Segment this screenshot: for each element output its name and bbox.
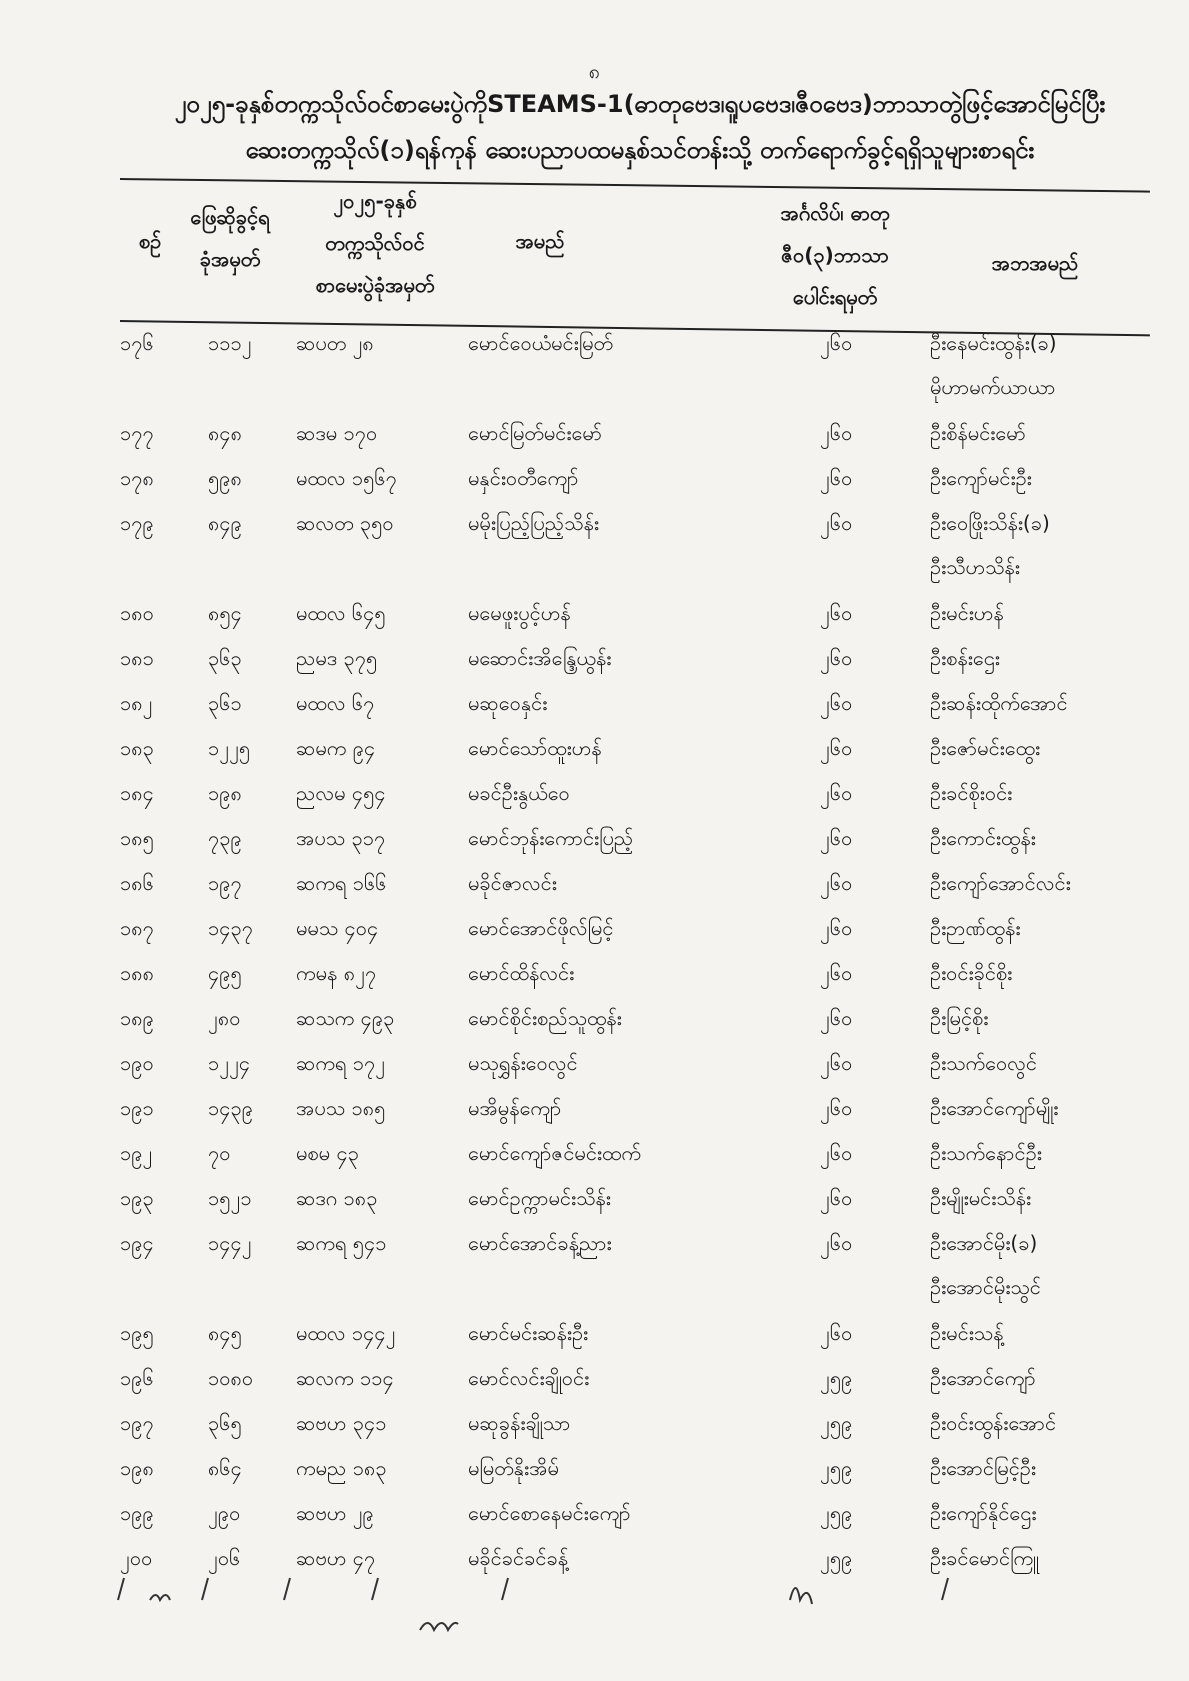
- table-row: ၁၈၇ ၁၄၃၇ မမသ ၄၀၄ မောင်အောင်ဖိုလ်မြင့် ၂၆၀ ဦးဉာဏ်ထွန်း: [120, 916, 1021, 940]
- table-row: ၁၉၄ ၁၄၄၂ ဆကရ ၅၄၁ မောင်အောင်ခန့်ညား ၂၆၀ ဦးအောင်မိုး(ခ): [120, 1231, 1038, 1255]
- title-line-1: ၂၀၂၅-ခုနှစ်တက္ကသိုလ်ဝင်စာမေးပွဲကိုSTEAMS-1(ဓာတုဗေဒ၊ရူပဗေဒ၊ဇီဝဗေဒ)ဘာသာတွဲဖြင့်အောင်မြင်ပြီး: [174, 90, 1106, 118]
- table-row: ၁၉၆ ၁၀၈၀ ဆလက ၁၁၄ မောင်လင်းချိုဝင်း ၂၅၉ ဦးအောင်ကျော်: [120, 1366, 1036, 1390]
- table-row: ၁၉၈ ၈၆၄ ကမည ၁၈၃ မမြတ်နိုးအိမ် ၂၅၉ ဦးအောင်မြင့်ဦး: [120, 1456, 1036, 1480]
- table-row: ၁၈၄ ၁၉၈ ညလမ ၄၅၄ မခင်ဦးနွယ်ဝေ ၂၆၀ ဦးခင်စိုးဝင်း: [120, 781, 1013, 805]
- table-row: ၁၈၆ ၁၉၇ ဆကရ ၁၆၆ မခိုင်ဇာလင်း ၂၆၀ ဦးကျော်အောင်လင်း: [120, 871, 1071, 895]
- title-line-2: ဆေးတက္ကသိုလ်(၁)ရန်ကုန် ဆေးပညာပထမနှစ်သင်တန်းသို့ တက်ရောက်ခွင့်ရရှိသူများစာရင်း: [245, 136, 1035, 164]
- table-row: ၁၉၀ ၁၂၂၄ ဆကရ ၁၇၂ မသုရွှန်းဝေလွင် ၂၆၀ ဦးသက်ဝေလွင်: [120, 1051, 1038, 1075]
- header-father: အဘအမည်: [991, 251, 1079, 275]
- header-top-rule: [120, 178, 1150, 193]
- table-row: ၁၈၈ ၄၉၅ ကမန ၈၂၇ မောင်ထိန်လင်း ၂၆၀ ဦးဝင်းခိုင်စိုး: [120, 961, 1013, 985]
- father-name-continuation: ဦးသီဟသိန်း: [930, 555, 1020, 579]
- table-row: ၁၈၁ ၃၆၃ ညမဒ ၃၇၅ မဆောင်းအိန္ဒြေယွန်း ၂၆၀ ဦးစန်းဌေး: [120, 646, 1000, 670]
- table-row: ၁၈၅ ၇၃၉ အပသ ၃၁၇ မောင်ဘုန်းကောင်းပြည့် ၂၆၀ ဦးကောင်းထွန်း: [120, 826, 1036, 850]
- table-row: ၁၈၉ ၂၈၀ ဆသက ၄၉၃ မောင်စိုင်းစည်သူထွန်း ၂၆၀ ဦးမြင့်စိုး: [120, 1006, 989, 1030]
- header-score: အင်္ဂလိပ်၊ ဓာတု ဇီဝ(၃)ဘာသာ ပေါင်းရမှတ်: [780, 201, 890, 309]
- table-row: ၁၉၉ ၂၉၀ ဆဗဟ ၂၉ မောင်စောနေမင်းကျော် ၂၅၉ ဦးကျော်နိုင်ဌေး: [120, 1501, 1037, 1525]
- table-row: ၁၉၁ ၁၄၃၉ အပသ ၁၈၅ မအိမွန်ကျော် ၂၆၀ ဦးအောင်ကျော်မျိုး: [120, 1096, 1059, 1120]
- table-row: ၁၈၃ ၁၂၂၅ ဆမက ၉၄ မောင်သော်ထူးဟန် ၂၆၀ ဦးဇော်မင်းထွေး: [120, 736, 1041, 760]
- table-row: ၁၇၆ ၁၁၁၂ ဆပတ ၂၈ မောင်ဝေယံမင်းမြတ် ၂၆၀ ဦးနေမင်းထွန်း(ခ): [120, 331, 1057, 355]
- table-row: ၁၇၈ ၅၉၈ မထလ ၁၅၆၇ မနှင်းဝတီကျော် ၂၆၀ ဦးကျော်မင်းဦး: [120, 466, 1032, 490]
- table-row: ၁၉၅ ၈၄၅ မထလ ၁၄၄၂ မောင်မင်းဆန်းဦး ၂၆၀ ဦးမင်းသန့်: [120, 1321, 1004, 1345]
- father-name-continuation: ဦးအောင်မိုးသွင်: [930, 1275, 1041, 1299]
- table-row: ၁၇၇ ၈၄၈ ဆဒမ ၁၇၀ မောင်မြတ်မင်းမော် ၂၆၀ ဦးစိန်မင်းမော်: [120, 421, 1026, 445]
- header-no: စဉ်: [138, 229, 162, 253]
- table-row: ၁၉၂ ၇၀ မစမ ၄၃ မောင်ကျော်ဇင်မင်းထက် ၂၆၀ ဦးသက်နောင်ဦး: [120, 1141, 1042, 1165]
- header-exam-roll: ဖြေဆိုခွင့်ရ ခုံအမှတ်: [190, 205, 270, 271]
- table-row: ၂၀၀ ၂၀၆ ဆဗဟ ၄၇ မခိုင်ခင်ခင်ခန့် ၂၅၉ ဦးခင်မောင်ကြူ: [120, 1546, 1039, 1570]
- table-row: ၁၉၇ ၃၆၅ ဆဗဟ ၃၄၁ မဆုခွန်းချိုသာ ၂၅၉ ဦးဝင်းထွန်းအောင်: [120, 1411, 1057, 1435]
- header-entrance-roll: ၂၀၂၅-ခုနှစ် တက္ကသိုလ်ဝင် စာမေးပွဲခုံအမှတ်: [315, 189, 435, 297]
- table-row: ၁၉၃ ၁၅၂၁ ဆဒဂ ၁၈၃ မောင်ဥက္ကာမင်းသိန်း ၂၆၀ ဦးမျိုးမင်းသိန်း: [120, 1186, 1032, 1210]
- header-name: အမည်: [515, 229, 565, 253]
- table-row: ၁၇၉ ၈၄၉ ဆလတ ၃၅၀ မမိုးပြည့်ပြည့်သိန်း ၂၆၀ ဦးဝေဖြိုးသိန်း(ခ): [120, 511, 1050, 535]
- table-row: ၁၈၀ ၈၅၄ မထလ ၆၄၅ မမေဖူးပွင့်ဟန် ၂၆၀ ဦးမင်းဟန်: [120, 601, 1004, 625]
- father-name-continuation: မိုဟာမက်ယာယာ: [930, 375, 1056, 399]
- page-number: ၈: [588, 59, 601, 83]
- table-row: ၁၈၂ ၃၆၁ မထလ ၆၇ မဆုဝေနှင်း ၂၆၀ ဦးဆန်းထိုက်အောင်: [120, 691, 1068, 715]
- handwritten-initials-signature: [0, 1570, 1189, 1660]
